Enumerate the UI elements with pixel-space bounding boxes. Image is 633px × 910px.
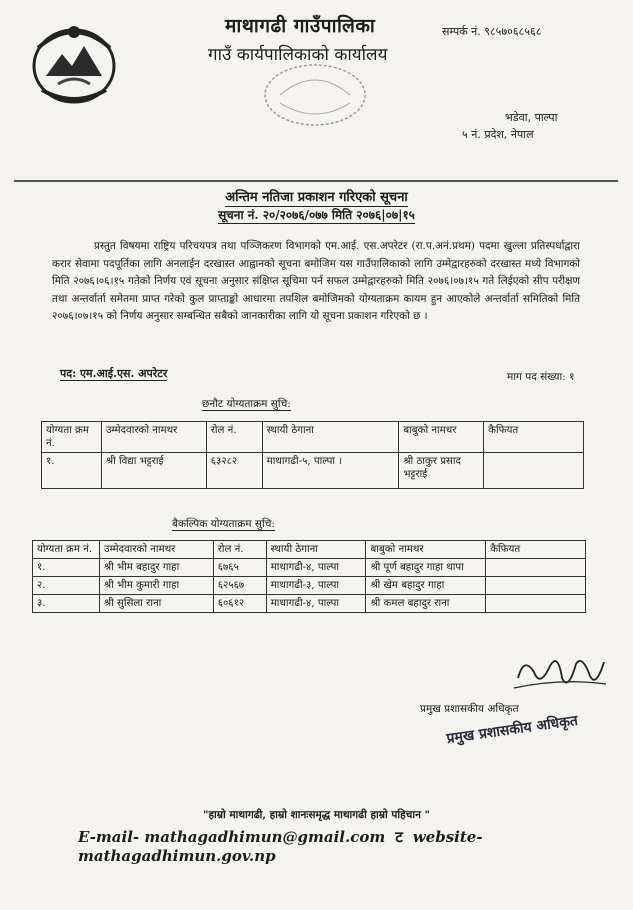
table-cell [486,595,586,613]
table-cell: श्री पूर्ण बहादुर गाहा थापा [366,559,486,577]
column-header: रोल नं. [213,541,266,559]
table-cell: १. [33,559,100,577]
table-cell: ३. [33,595,100,613]
column-header: स्थायी ठेगाना [266,541,366,559]
table-row [33,595,586,613]
column-header: योग्यता क्रम नं. [42,422,102,453]
table-cell: श्री भीम बहादुर गाहा [99,559,213,577]
column-header: रोल नं. [206,422,262,453]
office-seal-icon [250,55,380,135]
table-cell: माथागढी-४, पाल्पा [266,559,366,577]
table-header-row [42,422,584,453]
table-cell: श्री विद्या भट्टराई [101,453,206,489]
table-row [33,577,586,595]
column-header: उम्मेदवारको नामथर [101,422,206,453]
table-cell: २. [33,577,100,595]
column-header: कैफियत [484,422,584,453]
column-header: बाबुको नामथर [399,422,484,453]
table-row [42,453,584,489]
notice-number: सूचना नं. २०/२०७६/०७७ मिति २०७६|०७|१५ [218,208,415,222]
table-cell [484,453,584,489]
footer-website[interactable]: website- mathagadhimun.gov.np [78,828,483,865]
table-cell: ६३२८२ [206,453,262,489]
table-cell: ६७६५ [213,559,266,577]
signature-icon [510,648,610,698]
table-cell: श्री सुसिला राना [99,595,213,613]
table-cell: १. [42,453,102,489]
footer-contacts [78,827,633,865]
footer-separator: ट [395,828,403,846]
demand-count: माग पद संख्या: १ [507,371,575,383]
selected-table [41,421,584,489]
table-cell: माथागढी-५, पाल्पा । [262,453,399,489]
table-cell: श्री खेम बहादुर गाहा [366,577,486,595]
column-header: बाबुको नामथर [366,541,486,559]
office-subtitle: गाउँ कार्यपालिकाको कार्यालय [208,45,388,65]
signatory-title: प्रमुख प्रशासकीय अधिकृत [420,703,519,715]
table-cell: श्री कमल बहादुर राना [366,595,486,613]
notice-title: अन्तिम नतिजा प्रकाशन गरिएको सूचना [225,190,408,205]
table-cell: ६०६१२ [213,595,266,613]
slogan: "हाम्रो माथागढी, हाम्रो शानःसमृद्ध माथागढी हाम्रो पहिचान " [202,809,431,821]
post-name: पद: एम.आई.एस. अपरेटर [60,367,168,380]
table-cell: ६२५६७ [213,577,266,595]
header-divider [14,180,618,182]
table-cell: माथागढी-४, पाल्पा [266,595,366,613]
column-header: कैफियत [486,541,586,559]
notice-body: प्रस्तुत विषयमा राष्ट्रिय परिचयपत्र तथा पञ्जिकरण विभागको एम.आई. एस.अपरेटर (रा.प.अनं.प्रथम) पदमा खुल्ला प्रतिस्पर्धाद्वारा करार सेवामा पदपूर्तिका लागि अनलाईन दरखास्त आह्वानको सूचना बमोजिम यस गाउँपालिकाको लागि उम्मेद्वारहरुको दरखास्त मध्ये विभागको मिति २०७६।०६।१५ गतेको निर्णय एवं सूचना अनुसार संक्षिप्त सूचिमा पर्न सफल उम्मेद्वारहरुको मिति २०७६।०७।१५ गते लिईएको सीप परीक्षण तथा अन्तर्वार्ता समेतमा प्राप्त गरेको कुल प्राप्ताङ्को आधारमा तपशिल बमोजिमको योग्यताक्रम कायम हुन आएकोले अन्तर्वार्ता समितिको मिति २०७६।०७।१५ को निर्णय अनुसार सम्बन्धित सबैको जानकारीका लागि यो सूचना प्रकाशन गरिएको छ । [52,240,580,322]
nepal-emblem-icon [28,18,120,108]
office-name: माथागढी गाउँपालिका [225,15,376,37]
table-cell: श्री ठाकुर प्रसाद भट्टराई [399,453,484,489]
table-cell [486,559,586,577]
table-cell: श्री भीम कुमारी गाहा [99,577,213,595]
column-header: उम्मेदवारको नामथर [99,541,213,559]
footer-email[interactable]: E-mail- mathagadhimun@gmail.com [78,828,386,846]
address-line-2: ५ नं. प्रदेश, नेपाल [462,128,534,141]
table-header-row [33,541,586,559]
contact-number: सम्पर्क नं. ९८५७०६८५६८ [442,25,542,38]
selected-list-heading: छनौट योग्यताक्रम सुचि: [202,398,291,410]
alternate-list-heading: बैकल्पिक योग्यताक्रम सुचि: [172,518,275,530]
signatory-stamp: प्रमुख प्रशासकीय अधिकृत [445,712,579,748]
column-header: स्थायी ठेगाना [262,422,399,453]
table-row [33,559,586,577]
alternate-table [32,540,586,613]
column-header: योग्यता क्रम नं. [33,541,100,559]
table-cell [486,577,586,595]
address-line-1: भडेवा, पाल्पा [505,111,558,124]
table-cell: माथागढी-३, पाल्पा [266,577,366,595]
